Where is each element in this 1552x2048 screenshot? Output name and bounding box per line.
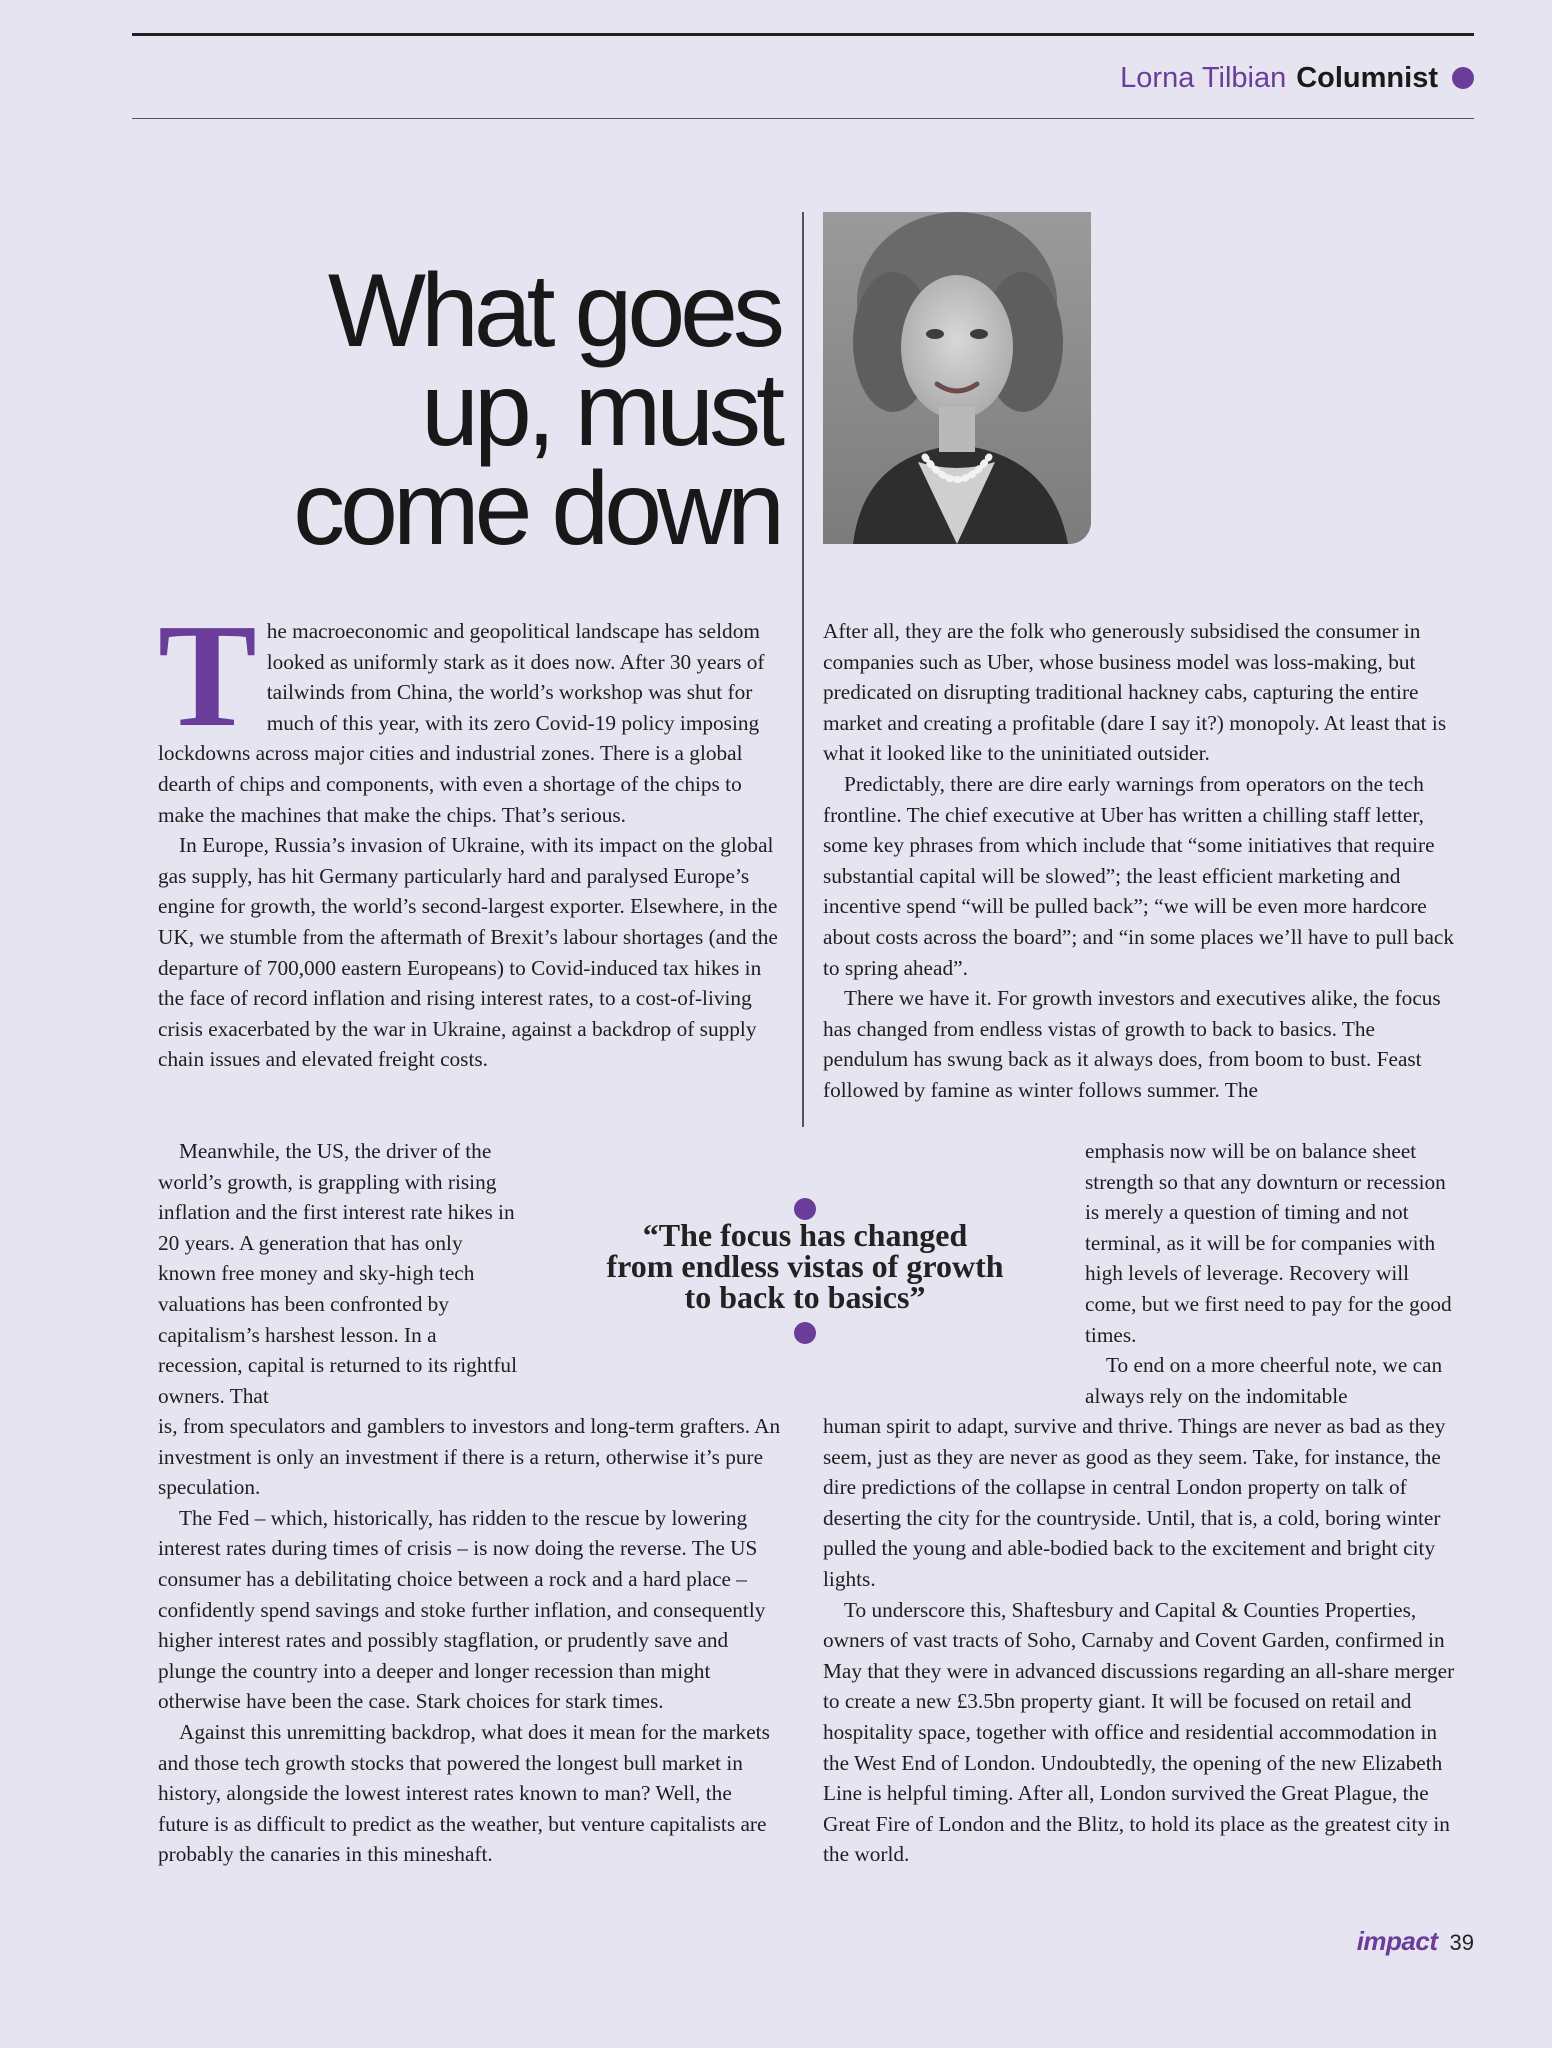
pullquote-line-2: from endless vistas of growth bbox=[606, 1248, 1004, 1284]
pullquote-line-1: “The focus has changed bbox=[642, 1217, 968, 1253]
headline-line-3: come down bbox=[293, 451, 780, 567]
article-paragraph-r3: There we have it. For growth investors and executives alike, the focus has changed from endless vistas of growth to back to basics. The pendulum has swung back as it always does, from boom to bust. Feast followed by famine as winter follows summer. The bbox=[823, 986, 1441, 1102]
article-paragraph-r5: To underscore this, Shaftesbury and Capital & Counties Properties, owners of vast tracts of Soho, Carnaby and Covent Garden, confirmed in May that they were in advanced discussions regarding an all-share merger to create a new £3.5bn property giant. It will be focused on retail and hospitality space, together with office and residential accommodation in the West End of London. Undoubtedly, the opening of the new Elizabeth Line is helpful timing. After all, London survived the Great Plague, the Great Fire of London and the Blitz, to hold its place as the greatest city in the world. bbox=[823, 1597, 1455, 1867]
pullquote-line-3: to back to basics” bbox=[684, 1279, 926, 1315]
author-name: Lorna Tilbian bbox=[1120, 61, 1287, 94]
magazine-logo: impact bbox=[1356, 1926, 1438, 1956]
article-column-left-bottom bbox=[158, 1411, 785, 1870]
article-paragraph-1: The macroeconomic and geopolitical landscape has seldom looked as uniformly stark as it does now. After 30 years of tailwinds from China, the world’s workshop was shut for much of this year, with its zero Covid-19 policy imposing lockdowns across major cities and industrial zones. There is a global dearth of chips and components, with even a shortage of the chips to make the machines that make the chips. That’s serious. bbox=[158, 594, 765, 827]
article-column-left-narrow bbox=[158, 1136, 518, 1411]
column-divider bbox=[802, 212, 804, 1127]
article-paragraph-r2: Predictably, there are dire early warnings from operators on the tech frontline. The chief executive at Uber has written a chilling staff letter, some key phrases from which include that “some initiatives that require substantial capital will be slowed”; the least efficient marketing and incentive spend “will be pulled back”; “we will be even more hardcore about costs across the board”; and “in some places we’ll have to pull back to spring ahead”. bbox=[823, 771, 1455, 980]
page-footer bbox=[1357, 1926, 1474, 1957]
byline-dot-icon bbox=[1452, 67, 1474, 89]
article-column-left-top bbox=[158, 594, 785, 1075]
article-paragraph-5: Against this unremitting backdrop, what does it mean for the markets and those tech growth stocks that powered the longest bull market in history, alongside the lowest interest rates known to man? Well, the future is as difficult to predict as the weather, but venture capitalists are probably the canaries in this mineshaft. bbox=[158, 1719, 770, 1867]
headline-line-2: up, must bbox=[421, 352, 780, 468]
byline bbox=[1120, 58, 1474, 98]
author-role: Columnist bbox=[1296, 61, 1438, 94]
article-column-right-top bbox=[823, 616, 1455, 1106]
article-paragraph-3b: is, from speculators and gamblers to investors and long-term grafters. An investment is only an investment if there is a return, otherwise it’s pure speculation. bbox=[158, 1414, 781, 1500]
article-paragraph-r4b: human spirit to adapt, survive and thrive. Things are never as bad as they seem, just as they are never as good as they seem. Take, for instance, the dire predictions of the collapse in central London property on talk of deserting the city for the countryside. Until, that is, a cold, boring winter pulled the young and able-bodied back to the excitement and bright city lights. bbox=[823, 1414, 1446, 1591]
article-paragraph-r3a: emphasis now will be on balance sheet strength so that any downturn or recession is merely a question of timing and not terminal, as it will be for companies with high levels of leverage. Recovery will come, but we first need to pay for the good times. bbox=[1085, 1139, 1452, 1347]
article-paragraph-2: In Europe, Russia’s invasion of Ukraine, with its impact on the global gas supply, has hit Germany particularly hard and paralysed Europe’s engine for growth, the world’s second-largest exporter. Elsewhere, in the UK, we stumble from the aftermath of Brexit’s labour shortages (and the departure of 700,000 eastern Europeans) to Covid-induced tax hikes in the face of record inflation and rising interest rates, to a cost-of-living crisis exacerbated by the war in Ukraine, against a backdrop of supply chain issues and elevated freight costs. bbox=[158, 833, 778, 1072]
top-rule bbox=[132, 33, 1474, 36]
pullquote-dot-bottom-icon bbox=[794, 1322, 816, 1344]
article-headline bbox=[160, 253, 780, 567]
article-column-right-narrow bbox=[1085, 1136, 1457, 1411]
headline-line-1: What goes bbox=[327, 253, 780, 369]
article-paragraph-r1: After all, they are the folk who generously subsidised the consumer in companies such as Uber, whose business model was loss-making, but predicated on disrupting traditional hackney cabs, capturing the entire market and creating a profitable (dare I say it?) monopoly. At least that is what it looked like to the uninitiated outsider. bbox=[823, 619, 1447, 766]
author-portrait bbox=[823, 212, 1091, 544]
article-paragraph-r4a: To end on a more cheerful note, we can always rely on the indomitable bbox=[1085, 1353, 1443, 1408]
drop-cap: T bbox=[158, 594, 257, 758]
header-rule bbox=[132, 118, 1474, 119]
article-column-right-bottom bbox=[823, 1411, 1455, 1870]
article-paragraph-3a: Meanwhile, the US, the driver of the world’s growth, is grappling with rising inflation and the first interest rate hikes in 20 years. A generation that has only known free money and sky-high tech valuations has been confronted by capitalism’s harshest lesson. In a recession, capital is returned to its rightful owners. That bbox=[158, 1139, 517, 1408]
pullquote bbox=[580, 1217, 1030, 1315]
article-paragraph-4: The Fed – which, historically, has ridden to the rescue by lowering interest rates during times of crisis – is now doing the reverse. The US consumer has a debilitating choice between a rock and a hard place – confidently spend savings and stoke further inflation, and consequently higher interest rates and possibly stagflation, or prudently save and plunge the country into a deeper and longer recession than might otherwise have been the case. Stark choices for stark times. bbox=[158, 1505, 766, 1714]
page-number: 39 bbox=[1449, 1930, 1474, 1955]
